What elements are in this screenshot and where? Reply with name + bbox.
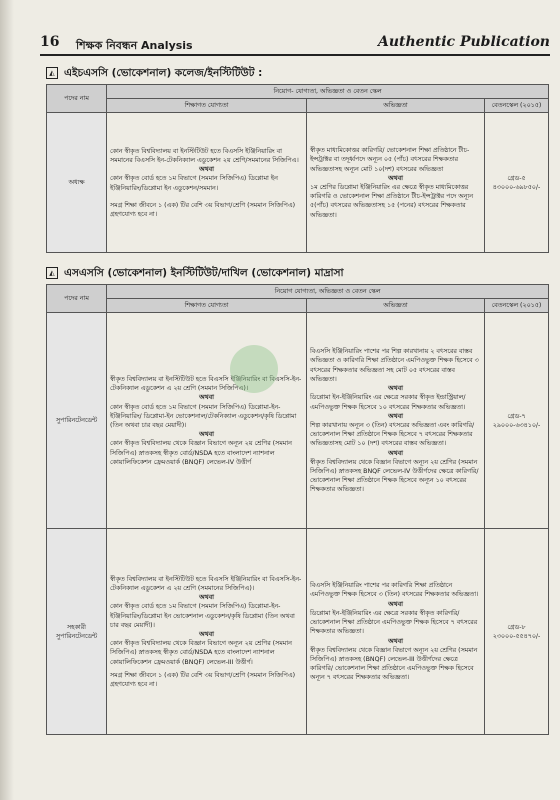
section2-table [46,284,549,735]
post-name: অধ্যক্ষ [47,113,107,253]
green-stamp-mark [230,345,278,393]
edu-cell: স্বীকৃত বিশ্ববিদ্যালয় বা ইনস্টিটিউট হতে বিএসসি ইঞ্জিনিয়ারিং বা বিএসসি-ইন-টেকনিক্যাল এডুকেশন এ ২য় শ্রেণি (সমমান সিজিপিএ)। অথবা কোন স্বীকৃত বোর্ড হতে ১ম বিভাগে (সমমান সিজিপিএ) ডিপ্লোমা-ইন-ইঞ্জিনিয়ারিং/ ডিপ্লোমা-ইন ভোকেশনাল/টেকনিক্যাল এডুকেশন/কৃষি ডিপ্লোমা (তিন অথবা চার বছর মেয়াদী)। অথবা কোন স্বীকৃত বিশ্ববিদ্যালয় থেকে বিজ্ঞান বিভাগে অন্যূন ২য় শ্রেণির (সমমান সিজিপিএ) স্নাতকসহ স্বীকৃত বোর্ড/NSDA হতে বাংলাদেশ ন্যাশনাল কোয়ালিফিকেশন ফ্রেমওয়ার্ক (BNQF) লেভেল-IV উত্তীর্ণ [107,313,307,529]
exp-cell: বিএসসি ইঞ্জিনিয়ারিং পাশের পর শিল্প কারখানায় ২ বৎসরের বাস্তব অভিজ্ঞতা ও কারিগরি শিক্ষা প্রতিষ্ঠানে এমপিওভুক্ত শিক্ষক হিসেবে ৩ বৎসরের শিক্ষকতার অভিজ্ঞতা সহ মোট ০৫ বৎসরের বাস্তব অভিজ্ঞতা। অথবা ডিপ্লোমা ইন-ইঞ্জিনিয়ারিং এর ক্ষেত্রে সরকার স্বীকৃত ইন্ডাস্ট্রিয়াল/ এমপিওভুক্ত শিক্ষক হিসেবে ১০ বৎসরের শিক্ষকতার অভিজ্ঞতা। অথবা শিল্প কারখানায় অন্যূন ৩ (তিন) বৎসরের অভিজ্ঞতা এবং কারিগরি/ ভোকেশনাল শিক্ষা প্রতিষ্ঠানে শিক্ষক হিসেবে ৭ বৎসরের শিক্ষকতার অভিজ্ঞতাসহ মোট ১০ (দশ) বৎসরের বাস্তব অভিজ্ঞতা। অথবা স্বীকৃত বিশ্ববিদ্যালয় থেকে বিজ্ঞান বিভাগে অন্যূন ২য় শ্রেণির (সমমান সিজিপিএ) স্নাতকসহ BNQF লেভেল-IV উত্তীর্ণদের ক্ষেত্রে কারিগরি/ভোকেশনাল শিক্ষা প্রতিষ্ঠানে শিক্ষক হিসেবে অন্যূন ১০ বৎসরের শিক্ষকতার অভিজ্ঞতা। [307,313,485,529]
col-main-header: নিয়োগ যোগ্যতা, অভিজ্ঞতা ও বেতন স্কেল [107,285,549,299]
publisher-brand: Authentic Publication [378,34,550,50]
table-header-row [47,85,549,99]
col-edu-header: শিক্ষাগত যোগ্যতা [107,299,307,313]
section1-table [46,84,549,253]
page-fold-shadow [0,0,14,800]
edu-cell: কোন স্বীকৃত বিশ্ববিদ্যালয় বা ইনস্টিটিউট হতে বিএসসি ইঞ্জিনিয়ারিং বা সমমানের বিএসসি ইন-টেকনিক্যাল এডুকেশন ২য় শ্রেণি/সমমানের সিজিপিএ। অথবা কোন স্বীকৃত বোর্ড হতে ১ম বিভাগে (সমমান সিজিপিএ) ডিপ্লোমা ইন ইঞ্জিনিয়ারিং/ডিপ্লোমা ইন এডুকেশন/সমমান। সমগ্র শিক্ষা জীবনে ১ (এক) টির বেশি ৩য় বিভাগ/শ্রেণি (সমমান সিজিপিএ) গ্রহণযোগ্য হবে না। [107,113,307,253]
col-post-header: পদের নাম [47,85,107,113]
edu-cell: স্বীকৃত বিশ্ববিদ্যালয় বা ইনস্টিটিউট হতে বিএসসি ইঞ্জিনিয়ারিং বা বিএসসি-ইন-টেকনিক্যাল এডুকেশন এ ২য় শ্রেণি (সমমানের সিজিপিএ)। অথবা কোন স্বীকৃত বোর্ড হতে ১ম বিভাগে (সমমান সিজিপিএ) ডিপ্লোমা-ইন-ইঞ্জিনিয়ারিং/ডিপ্লোমা ইন ভোকেশনাল এডুকেশন/কৃষি ডিপ্লোমা (তিন অথবা চার বছর মেয়াদী)। অথবা কোন স্বীকৃত বিশ্ববিদ্যালয় থেকে বিজ্ঞান বিভাগে অন্যূন ২য় শ্রেণির (সমমান সিজিপিএ) স্নাতকসহ স্বীকৃত বোর্ড/NSDA হতে বাংলাদেশ ন্যাশনাল কোয়ালিফিকেশন ফ্রেমওয়ার্ক (BNQF) লেভেল-III উত্তীর্ণ। সমগ্র শিক্ষা জীবনে ১ (এক) টির বেশি ৩য় বিভাগ/শ্রেণি (সমমান সিজিপিএ) গ্রহণযোগ্য হবে না। [107,529,307,735]
table-row [47,113,549,253]
running-header [40,34,550,54]
exp-cell: স্বীকৃত মাধ্যমিকোত্তর কারিগরি/ ভোকেশনাল শিক্ষা প্রতিষ্ঠানে টীচ-ইন্সট্রাক্টর বা তদূর্ধ্বপদে অন্যূন ০৫ (পাঁচ) বৎসরের শিক্ষকতার অভিজ্ঞতাসহ অন্যূন মোট ১০(দশ) বৎসরের অভিজ্ঞতা অথবা ১ম শ্রেণির ডিপ্লোমা ইঞ্জিনিয়ারিং এর ক্ষেত্রে স্বীকৃত মাধ্যমিকোত্তর কারিগরি ও ভোকেশনাল শিক্ষা প্রতিষ্ঠানে টীচ-ইন্সট্রাক্টর পদে অন্যূন ৫(পাঁচ) বৎসরের অভিজ্ঞতাসহ ১৫ (পনের) বৎসরের শিক্ষকতার অভিজ্ঞতা। [307,113,485,253]
col-main-header: নিয়োগ- যোগ্যতা, অভিজ্ঞতা ও বেতন স্কেল [107,85,549,99]
pay-scale: গ্রেড-৫ ৪৩০০০-৬৯৮৫০/- [485,113,549,253]
col-pay-header: বেতনস্কেল (২০১৫) [485,299,549,313]
table-row [47,529,549,735]
table-header-row [47,285,549,299]
page-number: 16 [40,34,60,50]
section-marker-icon: ◭ [46,267,58,279]
col-edu-header: শিক্ষাগত যোগ্যতা [107,99,307,113]
col-pay-header: বেতনস্কেল (২০১৫) [485,99,549,113]
section1-heading: ◭ এইচএসসি (ভোকেশনাল) কলেজ/ইনস্টিটিউট : [46,66,526,80]
post-name: সহকারী সুপারিনটেনডেন্ট [47,529,107,735]
table-row [47,313,549,529]
post-name: সুপারিনটেনডেন্ট [47,313,107,529]
col-post-header: পদের নাম [47,285,107,313]
exp-cell: বিএসসি ইঞ্জিনিয়ারিং পাশের পর কারিগরি শিক্ষা প্রতিষ্ঠানে এমপিওভুক্ত শিক্ষক হিসেবে ৩ (তিন) বৎসরের শিক্ষকতার অভিজ্ঞতা। অথবা ডিপ্লোমা ইন-ইঞ্জিনিয়ারিং এর ক্ষেত্রে সরকার স্বীকৃত কারিগরি/ভোকেশনাল শিক্ষা প্রতিষ্ঠানে এমপিওভুক্ত শিক্ষক হিসেবে ৭ বৎসরের শিক্ষকতার অভিজ্ঞতা। অথবা স্বীকৃত বিশ্ববিদ্যালয় থেকে বিজ্ঞান বিভাগে অন্যূন ২য় শ্রেণির (সমমান সিজিপিএ) স্নাতকসহ (BNQF) লেভেল-III উত্তীর্ণদের ক্ষেত্রে কারিগরি/ ভোকেশনাল শিক্ষা প্রতিষ্ঠানে এমপিওভুক্ত শিক্ষক হিসেবে অন্যূন ৭ বৎসরের শিক্ষকতার অভিজ্ঞতা। [307,529,485,735]
header-title: শিক্ষক নিবন্ধন Analysis [76,39,193,52]
header-rule [40,54,550,56]
pay-scale: গ্রেড-৮ ২৩০০০-৫৫৪৭০/- [485,529,549,735]
section2-heading: ◭ এসএসসি (ভোকেশনাল) ইনস্টিটিউট/দাখিল (ভোকেশনাল) মাদ্রাসা [46,266,526,280]
col-exp-header: অভিজ্ঞতা [307,99,485,113]
table-subheader-row [47,99,549,113]
pay-scale: গ্রেড-৭ ২৯০০০-৬৩৪১০/- [485,313,549,529]
section-marker-icon: ◭ [46,67,58,79]
table-subheader-row [47,299,549,313]
col-exp-header: অভিজ্ঞতা [307,299,485,313]
